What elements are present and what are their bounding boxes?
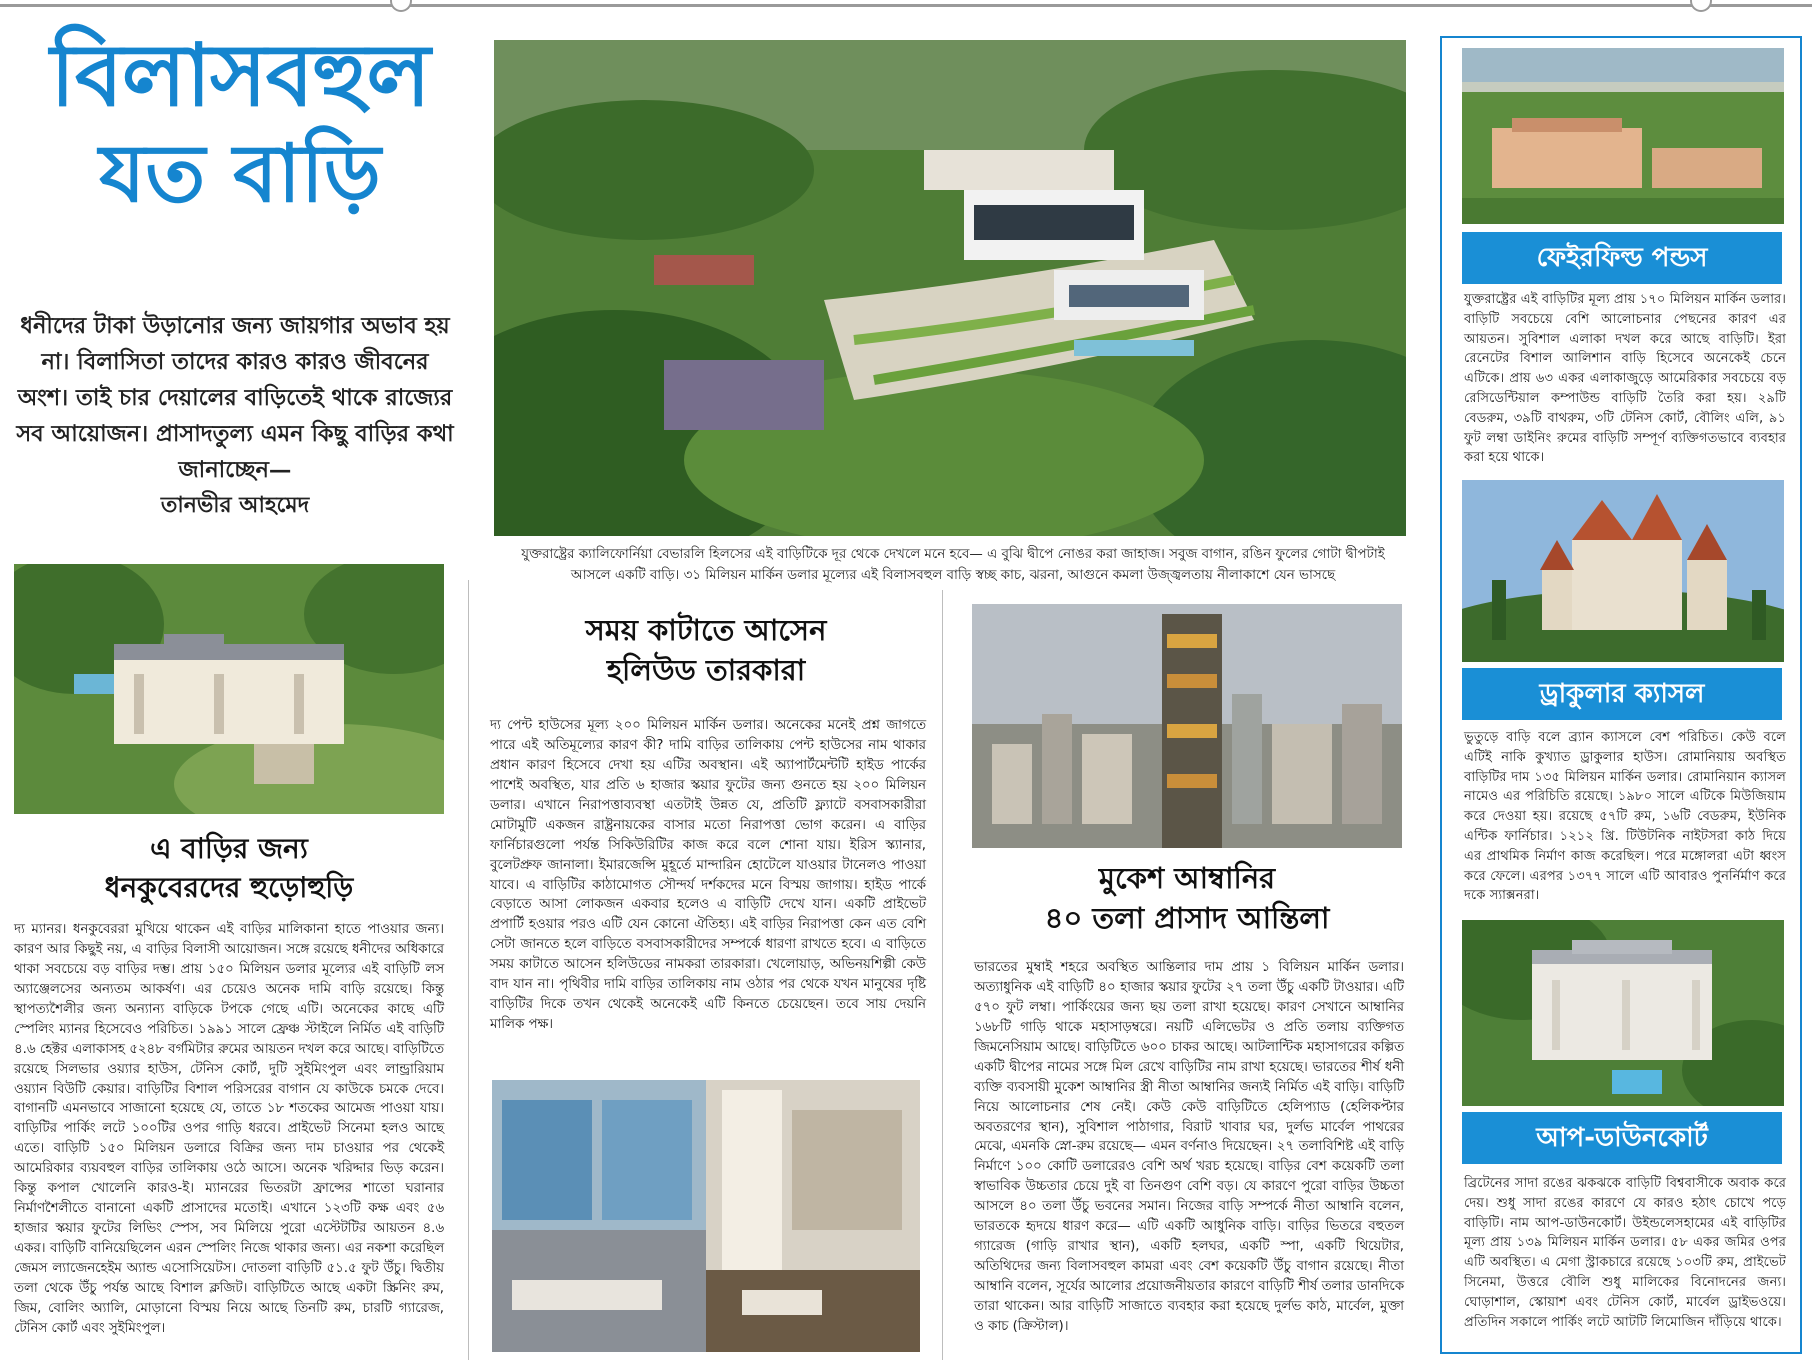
manor-title-line-1: এ বাড়ির জন্য xyxy=(150,832,308,865)
manor-body: দ্য ম্যানর। ধনকুবেররা মুখিয়ে থাকেন এই বাড়ির মালিকানা হাতে পাওয়ার জন্য। কারণ আর কিছুই নয়, এ বাড়ির বিলাসী আয়োজন। সঙ্গে রয়েছে ধনীদের অধিকারে থাকা সবচেয়ে বড় বাড়ির দম্ভ। প্রায় ১৫০ মিলিয়ন ডলার মূল্যের এই বাড়িটি লস অ্যাঞ্জেলসের অন্যতম আকর্ষণ। এর চেয়েও অনেক দামি বাড়ি রয়েছে। কিন্তু স্থাপত্যশৈলীর জন্য অন্যান্য বাড়িকে টপকে গেছে এটি। অনেকের কাছে এটি স্পেলিং ম্যানর হিসেবেও পরিচিত। ১৯৯১ সালে ফ্রেঞ্চ স্টাইলে নির্মিত এই বাড়িটি ৪.৬ হেক্টর এলাকাসহ ৫২৪৮ বর্গমিটার রুমের আয়তন দখল করে আছে। বাড়িটিতে রয়েছে সিলভার ওয়্যার হাউস, টেনিস কোর্ট, দুটি সুইমিংপুল এবং লান্ড্রারিয়াম ওয়্যান বিউটি কেয়ার। বাড়িটির বিশাল পরিসরের বাগান যে কাউকে চমকে দেবে। বাগানটি এমনভাবে সাজানো হয়েছে যে, তাতে ১৮ শতকের আমেজ পাওয়া যায়। বাড়িটির পার্কিং লটে ১০০টির ওপর গাড়ি ধরবে। প্রাইভেট সিনেমা হলও আছে এতে। বাড়িটি ১৫০ মিলিয়ন ডলারে বিক্রির জন্য দাম চাওয়ার পর থেকেই আমেরিকার ব্যয়বহুল বাড়ির তালিকায় ওঠে আসে। অনেক খরিদ্দার ভিড় করেন। কিন্তু কপাল খোলেনি কারও-ই। ম্যানরের ভিতরটা ফ্রান্সের শাতো ঘরানার নির্মাণশৈলীতে বানানো একটি প্রাসাদের মতোই। এখানে ১২৩টি কক্ষ এবং ৫৬ হাজার স্কয়ার ফুটের লিভিং স্পেস, সব মিলিয়ে পুরো এস্টেটটির আয়তন ৪.৬ একর। বাড়িটি বানিয়েছিলেন এরন স্পেলিং নিজে থাকার জন্য। এর নকশা করেছিল জেমস ল্যাজেনহেইম অ্যান্ড এসোসিয়েটস। দোতলা বাড়িটি ৫১.৫ ফুট উঁচু। দ্বিতীয় তলা থেকে উঁচু পর্যন্ত আছে বিশাল ক্লজিট। বাড়িটিতে আছে একটা স্ক্রিনিং রুম, জিম, বোলিং অ্যালি, মোড়ানো বিস্ময় নিয়ে আছে তিনটি রুম, চারটি গ্যারেজ, টেনিস কোর্ট এবং সুইমিংপুল। xyxy=(14,922,444,1336)
headline-line-1: বিলাসবহুল xyxy=(50,26,430,126)
top-rule xyxy=(0,4,1812,7)
main-photo-caption: যুক্তরাষ্ট্রের ক্যালিফোর্নিয়া বেভারলি হিলসের এই বাড়িটিকে দূর থেকে দেখলে মনে হবে— এ বুঝি দ্বীপে নোঙর করা জাহাজ। সবুজ বাগান, রঙিন ফুলের গোটা দ্বীপটাই আসলে একটি বাড়ি। ৩১ মিলিয়ন মার্কিন ডলার মূল্যের এই বিলাসবহুল বাড়ি স্বচ্ছ কাচ, ঝরনা, আগুনে কমলা উজ্জ্বলতায় নীলাকাশে যেন ভাসছে xyxy=(521,547,1385,583)
fairfield-title: ফেইরফিল্ড পন্ডস xyxy=(1536,243,1708,273)
page-headline xyxy=(20,26,460,222)
top-rule-notch xyxy=(390,0,412,12)
updown-body: ব্রিটেনের সাদা রঙের ঝকঝকে বাড়িটি বিশ্ববাসীকে অবাক করে দেয়। শুধু সাদা রঙের কারণে যে কারও হঠাৎ চোখে পড়ে বাড়িটি। নাম আপ-ডাউনকোর্ট। উইন্ডলেসহামের এই বাড়িটির মূল্য প্রায় ১৩৯ মিলিয়ন মার্কিন ডলার। ৫৮ একর জমির ওপর এটি অবস্থিত। এ মেগা স্ট্রাকচারে রয়েছে ১০৩টি রুম, প্রাইভেট সিনেমা, উত্তরে বৌলি শুধু মালিকের বিনোদনের জন্য। ঘোড়াশাল, স্কোয়াশ এবং টেনিস কোর্ট, মার্বেল ড্রাইভওয়ে। প্রতিদিন সকালে পার্কিং লটে আটটি লিমোজিন দাঁড়িয়ে থাকে। xyxy=(1464,1176,1786,1330)
fairfield-photo xyxy=(1462,48,1784,224)
manor-article xyxy=(14,920,444,1339)
headline-line-2: যত বাড়ি xyxy=(99,127,381,221)
dracula-castle-photo xyxy=(1462,480,1784,662)
intro-block xyxy=(14,308,456,523)
penthouse-title-line-1: সময় কাটাতে আসেন xyxy=(585,613,827,647)
fairfield-article xyxy=(1464,290,1786,468)
penthouse-title-line-2: হলিউড তারকারা xyxy=(606,653,806,688)
antilia-article xyxy=(974,958,1404,1337)
dracula-body: ভুতুড়ে বাড়ি বলে ব্র্যান ক্যাসলে বেশ পরিচিত। কেউ বলে এটিই নাকি কুখ্যাত ড্রাকুলার হাউস। রোমানিয়ায় অবস্থিত বাড়িটির দাম ১৩৫ মিলিয়ন মার্কিন ডলার। রোমানিয়ান ক্যাসল নামেও এর পরিচিতি রয়েছে। ১৯৮০ সালে এটিকে মিউজিয়াম করে দেওয়া হয়। রয়েছে ৫৭টি রুম, ১৬টি বেডরুম, ইউনিক এন্টিক ফার্নিচার। ১২১২ খ্রি. টিউটনিক নাইটসরা কাঠ দিয়ে এর প্রাথমিক নির্মাণ কাজ করেছিল। পরে মঙ্গোলরা এটা ধ্বংস করে ফেলে। এরপর ১৩৭৭ সালে এটি আবারও পুনর্নির্মাণ করে দকে স্যাক্সনরা। xyxy=(1464,730,1786,904)
antilia-tower-photo xyxy=(972,604,1402,848)
byline: তানভীর আহমেদ xyxy=(160,492,310,518)
dracula-article xyxy=(1464,728,1786,906)
dracula-title: ড্রাকুলার ক্যাসল xyxy=(1539,679,1705,709)
manor-photo xyxy=(14,564,444,814)
updown-title: আপ-ডাউনকোর্ট xyxy=(1536,1123,1708,1153)
main-aerial-photo xyxy=(494,40,1406,536)
penthouse-title xyxy=(486,610,926,690)
fairfield-title-band xyxy=(1462,232,1782,284)
fairfield-body: যুক্তরাষ্ট্রের এই বাড়িটির মূল্য প্রায় ১৭০ মিলিয়ন মার্কিন ডলার। বাড়িটি সবচেয়ে বেশি আলোচনার পেছনের কারণ এর আয়তন। সুবিশাল এলাকা দখল করে আছে বাড়িটি। ইরা রেনেটের বিশাল আলিশান বাড়ি হিসেবে অনেকেই চেনে এটিকে। প্রায় ৬৩ একর এলাকাজুড়ে আমেরিকার সবচেয়ে বড় রেসিডেন্টিয়াল কম্পাউন্ড বাড়িটি তৈরি করা হয়। ২৯টি বেডরুম, ৩৯টি বাথরুম, ৩টি টেনিস কোর্ট, বৌলিং এলি, ৯১ ফুট লম্বা ডাইনিং রুমের বাড়িটি সম্পূর্ণ ব্যক্তিগতভাবে ব্যবহার করা হয়ে থাকে। xyxy=(1464,292,1786,466)
column-rule xyxy=(468,580,469,1360)
penthouse-interior-photo xyxy=(492,1080,920,1352)
antilia-body: ভারতের মুম্বাই শহরে অবস্থিত আন্তিলার দাম প্রায় ১ বিলিয়ন মার্কিন ডলার। অত্যাধুনিক এই বাড়িটি ৪০ হাজার স্কয়ার ফুটের ২৭ তলা উঁচু একটি টাওয়ার। এটি ৫৭০ ফুট লম্বা। পার্কিংয়ের জন্য ছয় তলা রাখা হয়েছে। কারণ সেখানে আম্বানির ১৬৮টি গাড়ি থাকে মহাসাড়ম্বরে। নয়টি এলিভেটর ও প্রতি তলায় ব্যক্তিগত জিমনেসিয়াম আছে। বাড়িটিতে ৬০০ চাকর আছে। আটলান্টিক মহাসাগরের কল্পিত একটি দ্বীপের নামের সঙ্গে মিল রেখে বাড়িটির নাম রাখা হয়েছে। ভারতের শীর্ষ ধনী ব্যক্তি ব্যবসায়ী মুকেশ আম্বানির স্ত্রী নীতা আম্বানির জন্যই নির্মিত এই বাড়ি। বাড়িটি নিয়ে আলোচনার শেষ নেই। কেউ কেউ বাড়িটিতে হেলিপ্যাড (হেলিকপ্টার অবতরণের স্থান), সুবিশাল পাঠাগার, বিরাট খাবার ঘর, দুর্লভ মার্বেল পাথরের মেঝে, এমনকি স্নো-রুম রয়েছে— এমন বর্ণনাও দিয়েছেন। ২৭ তলাবিশিষ্ট এই বাড়ি নির্মাণে ১০০ কোটি ডলারেরও বেশি অর্থ খরচ হয়েছে। বাড়ির বেশ কয়েকটি তলা স্বাভাবিক উচ্চতার চেয়ে দুই বা তিনগুণ বেশি বড়। যে কারণে পুরো বাড়ির উচ্চতা আসলে ৪০ তলা উঁচু ভবনের সমান। নিজের বাড়ি সম্পর্কে নীতা আম্বানি বলেন, ভারতকে হৃদয়ে ধারণ করে— এটি একটি আধুনিক বাড়ি। বাড়ির ভিতরে বহুতল গ্যারেজ (গাড়ি রাখার স্থান), একটি হলঘর, একটি স্পা, একটি থিয়েটার, অতিথিদের জন্য বিলাসবহুল কামরা এবং বেশ কয়েকটি উঁচু বাগান রয়েছে। নীতা আম্বানি বলেন, সূর্যের আলোর প্রয়োজনীয়তার কারণে বাড়িটি শীর্ষ তলার ডানদিকে তারা থাকেন। আর বাড়িটি সাজাতে ব্যবহার করা হয়েছে দুর্লভ কাঠ, মার্বেল, মুক্তা ও কাচ (ক্রিস্টাল)। xyxy=(974,960,1404,1334)
top-rule-notch xyxy=(1690,0,1712,12)
dracula-title-band xyxy=(1462,668,1782,720)
updown-title-band xyxy=(1462,1112,1782,1164)
antilia-title-line-1: মুকেশ আম্বানির xyxy=(1098,861,1276,895)
intro-text: ধনীদের টাকা উড়ানোর জন্য জায়গার অভাব হয় না। বিলাসিতা তাদের কারও কারও জীবনের অংশ। তাই চার দেয়ালের বাড়িতেই থাকে রাজ্যের সব আয়োজন। প্রাসাদতুল্য এমন কিছু বাড়ির কথা জানাচ্ছেন— xyxy=(16,313,454,483)
antilia-title xyxy=(972,858,1402,938)
penthouse-body: দ্য পেন্ট হাউসের মূল্য ২০০ মিলিয়ন মার্কিন ডলার। অনেকের মনেই প্রশ্ন জাগতে পারে এই অতিমূল্যের কারণ কী? দামি বাড়ির তালিকায় পেন্ট হাউসের নাম থাকার প্রধান কারণ হিসেবে দেখা হয় এটির অবস্থান। এই অ্যাপার্টমেন্টটি হাইড পার্কের পাশেই অবস্থিত, যার প্রতি ৬ হাজার স্কয়ার ফুটের জন্য গুনতে হয় ২০০ মিলিয়ন ডলার। এখানে নিরাপত্তাব্যবস্থা এতটাই উন্নত যে, প্রতিটি ফ্ল্যাটে বসবাসকারীরা মোটামুটি একজন রাষ্ট্রনায়কের বাসার মতো নিরাপত্তা ভোগ করেন। এ বাড়ির ফার্নিচারগুলো পর্যন্ত সিকিউরিটির কাজ করে বলে শোনা যায়। ইরিস স্ক্যানার, বুলেটপ্রুফ জানালা। ইমারজেন্সি মুহূর্তে মান্দারিন হোটেলে যাওয়ার টানেলও পাওয়া যাবে। এ বাড়িটির কাঠামোগত সৌন্দর্য দর্শকদের মনে বিস্ময় জাগায়। হাইড পার্কে বেড়াতে আসা লোকজন একবার হলেও এ বাড়িটি দেখে যান। একটি প্রাইভেট প্রপার্টি হওয়ার পরও এটি যেন কোনো ঐতিহ্য। এই বাড়ির নিরাপত্তা কেন এত বেশি সেটা জানতে হলে বাড়িতে বসবাসকারীদের সম্পর্কে ধারণা রাখতে হবে। এ বাড়িতে সময় কাটাতে আসেন হলিউডের নামকরা তারকারা। খেলোয়াড়, অভিনয়শিল্পী কেউ বাদ যান না। পৃথিবীর দামি বাড়ির তালিকায় নাম ওঠার পর থেকে যখন মানুষের দৃষ্টি বাড়িটির দিকে তখন থেকেই অনেকেই এটি কিনতে চেয়েছেন। তবে সায় দেয়নি মালিক পক্ষ। xyxy=(490,718,926,1033)
manor-title xyxy=(14,830,444,907)
manor-title-line-2: ধনকুবেরদের হুড়োহুড়ি xyxy=(104,870,354,904)
antilia-title-line-2: ৪০ তলা প্রাসাদ আন্তিলা xyxy=(1044,901,1330,936)
column-rule xyxy=(942,590,943,1360)
updown-court-photo xyxy=(1462,920,1784,1106)
penthouse-article xyxy=(490,716,926,1035)
updown-article xyxy=(1464,1174,1786,1332)
